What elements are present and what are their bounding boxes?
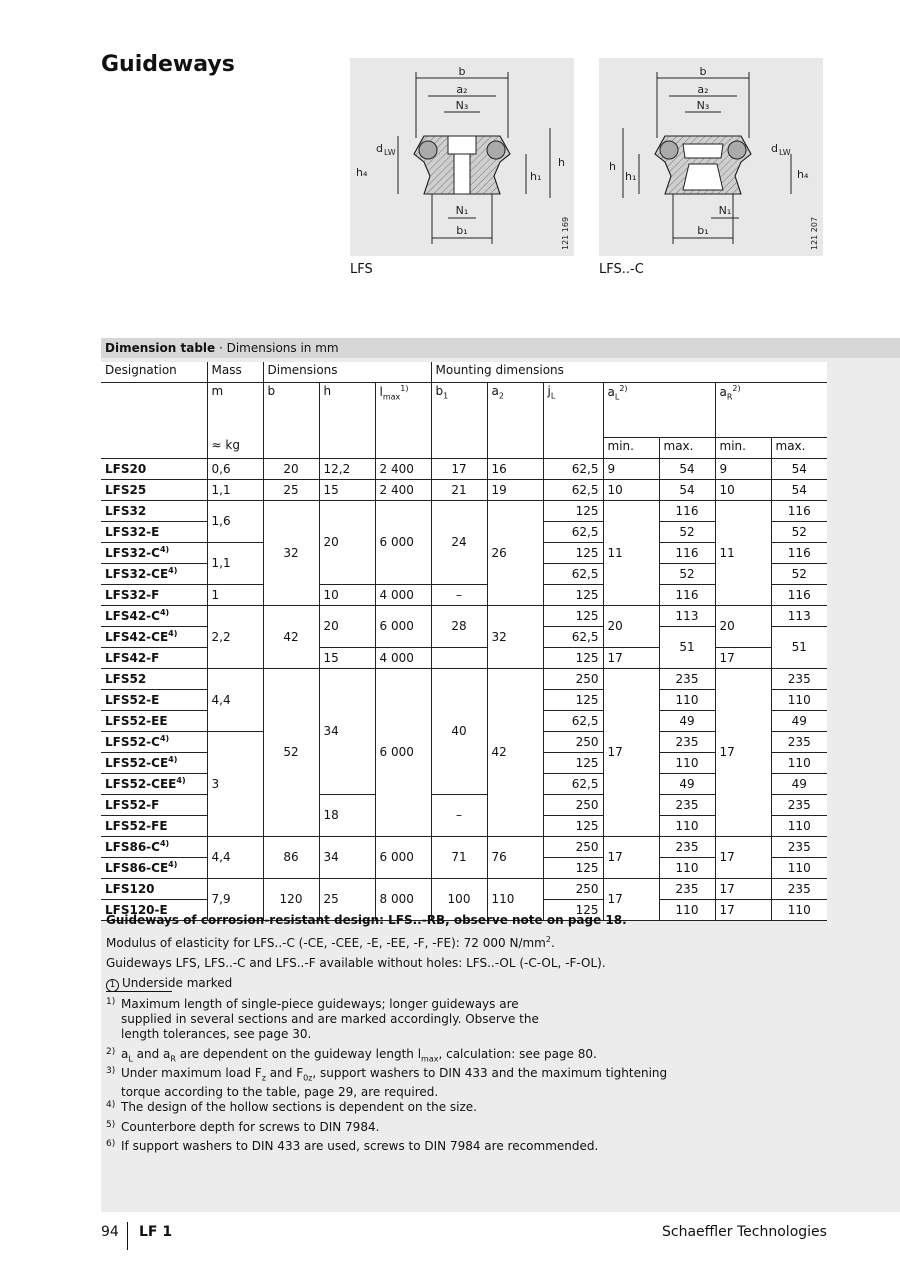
cell-almin: 17 [603, 878, 659, 920]
cell-jl: 250 [543, 878, 603, 899]
cell-armin: 17 [715, 836, 771, 878]
header-al-max: max. [659, 437, 715, 458]
lfs-c-cross-section-drawing [599, 58, 823, 256]
table-row [101, 668, 827, 689]
table-row [101, 458, 827, 479]
cell-b1: 21 [431, 479, 487, 500]
header-b: b [263, 383, 319, 438]
cell-l: 2 400 [375, 479, 431, 500]
cell-jl: 125 [543, 584, 603, 605]
cell-armax: 54 [771, 458, 827, 479]
cell-armax: 116 [771, 500, 827, 521]
cell-jl: 250 [543, 794, 603, 815]
notes [106, 910, 886, 993]
cell-jl: 250 [543, 731, 603, 752]
designation-cell: LFS86-CE$^{4)}$ [101, 857, 207, 878]
cell-armax: 113 [771, 605, 827, 626]
cell-b: 25 [263, 479, 319, 500]
cell-almax: 110 [659, 815, 715, 836]
cell-almax: 110 [659, 899, 715, 920]
cell-b: 52 [263, 668, 319, 836]
section-label: LF 1 [139, 1224, 173, 1240]
designation-cell: $LFS86-C^{4)}$ [101, 836, 207, 857]
header-kg: ≈ kg [207, 437, 263, 458]
cell-h: 10 [319, 584, 375, 605]
table-row [101, 836, 827, 857]
cell-armax: 110 [771, 815, 827, 836]
cell-almax: 49 [659, 773, 715, 794]
cell-almax: 113 [659, 605, 715, 626]
header-mass: Mass [207, 362, 263, 383]
cell-h: 12,2 [319, 458, 375, 479]
cell-b1: – [431, 584, 487, 605]
cell-almax: 110 [659, 689, 715, 710]
svg-text:LW: LW [384, 148, 396, 157]
designation-cell: LFS52-F [101, 794, 207, 815]
cell-jl: 125 [543, 647, 603, 668]
header-al: $a_L^{2)}$ [603, 383, 715, 438]
cell-h: 15 [319, 479, 375, 500]
cell-jl: 62,5 [543, 479, 603, 500]
cell-jl: 62,5 [543, 773, 603, 794]
cell-jl: 125 [543, 752, 603, 773]
cell-m: 1,6 [207, 500, 263, 542]
cell-m: 7,9 [207, 878, 263, 920]
cell-l: 4 000 [375, 647, 431, 668]
cell-h: 20 [319, 500, 375, 584]
designation-cell: LFS20 [101, 458, 207, 479]
cell-b: 120 [263, 878, 319, 920]
cell-almin: 11 [603, 500, 659, 605]
note-without-holes: Guideways LFS, LFS..-C and LFS..-F available without holes: LFS..-OL (-C-OL, -F-OL). [106, 956, 606, 970]
header-designation: Designation [101, 362, 207, 383]
cell-almax: 116 [659, 500, 715, 521]
cell-almin: 17 [603, 836, 659, 878]
cell-armax: 49 [771, 710, 827, 731]
cell-almax: 54 [659, 458, 715, 479]
page-title: Guideways [101, 52, 235, 77]
cell-b1: 100 [431, 878, 487, 920]
svg-text:N₁: N₁ [718, 204, 732, 217]
header-h: h [319, 383, 375, 438]
cell-jl: 125 [543, 857, 603, 878]
note-modulus: Modulus of elasticity for LFS..-C (-CE, -CEE, -E, -EE, -F, -FE): 72 000 $N/mm^2$. [106, 935, 555, 950]
designation-cell: $LFS52-C^{4)}$ [101, 731, 207, 752]
figure-code: 121 207 [810, 216, 819, 250]
cell-l: 4 000 [375, 584, 431, 605]
svg-text:h: h [558, 156, 565, 169]
cell-m: 1 [207, 584, 263, 605]
cell-a2: 26 [487, 500, 543, 605]
cell-armin: 9 [715, 458, 771, 479]
header-dimensions: Dimensions [263, 362, 431, 383]
table-row [101, 500, 827, 521]
cell-m: 1,1 [207, 542, 263, 584]
cell-b1: 24 [431, 500, 487, 584]
cell-h: 15 [319, 647, 375, 668]
designation-cell: LFS42-F [101, 647, 207, 668]
cell-b: 42 [263, 605, 319, 668]
svg-text:b: b [458, 65, 466, 78]
svg-text:h₄: h₄ [797, 168, 809, 181]
designation-cell: LFS52-CEE$^{4)}$ [101, 773, 207, 794]
table-subtitle: · Dimensions in mm [215, 341, 339, 355]
svg-text:N₁: N₁ [455, 204, 469, 217]
designation-cell: LFS32 [101, 500, 207, 521]
cell-jl: 62,5 [543, 521, 603, 542]
cell-h: 34 [319, 668, 375, 794]
designation-cell: LFS52-EE [101, 710, 207, 731]
designation-cell: LFS52-CE$^{4)}$ [101, 752, 207, 773]
cell-b: 20 [263, 458, 319, 479]
svg-text:N₃: N₃ [455, 99, 469, 112]
cell-almax: 235 [659, 878, 715, 899]
footnote-separator [106, 991, 172, 992]
cell-almax: 49 [659, 710, 715, 731]
cell-almin: 10 [603, 479, 659, 500]
svg-text:a₂: a₂ [697, 83, 709, 96]
svg-text:N₃: N₃ [696, 99, 710, 112]
cell-almax: 52 [659, 563, 715, 584]
cell-almax: 110 [659, 752, 715, 773]
header-a2: $a_2$ [487, 383, 543, 438]
designation-cell: LFS52-E [101, 689, 207, 710]
cell-armin: 17 [715, 899, 771, 920]
cell-jl: 62,5 [543, 563, 603, 584]
figure-caption-lfs: LFS [350, 262, 373, 277]
cell-armax: 51 [771, 626, 827, 668]
cell-jl: 125 [543, 689, 603, 710]
header-ar: $a_R^{2)}$ [715, 383, 827, 438]
designation-cell: LFS120 [101, 878, 207, 899]
header-ar-min: min. [715, 437, 771, 458]
note-corrosion: Guideways of corrosion-resistant design: LFS..-RB, observe note on page 18. [106, 913, 627, 927]
cell-l: 6 000 [375, 668, 431, 836]
cell-jl: 125 [543, 542, 603, 563]
cell-almin: 20 [603, 605, 659, 647]
cell-b1: 17 [431, 458, 487, 479]
cell-m: 1,1 [207, 479, 263, 500]
cell-armin: 17 [715, 878, 771, 899]
cell-b1 [431, 647, 487, 668]
cell-a2: 76 [487, 836, 543, 878]
header-b1: $b_1$ [431, 383, 487, 438]
header-m: m [207, 383, 263, 438]
cell-m: 3 [207, 731, 263, 836]
table-title-bar [101, 338, 900, 358]
cell-armin: 11 [715, 500, 771, 605]
cell-l: 6 000 [375, 605, 431, 647]
designation-cell: LFS32-F [101, 584, 207, 605]
cell-armax: 52 [771, 521, 827, 542]
cell-jl: 62,5 [543, 626, 603, 647]
cell-a2: 32 [487, 605, 543, 668]
cell-almax: 52 [659, 521, 715, 542]
cell-h: 25 [319, 878, 375, 920]
header-ar-max: max. [771, 437, 827, 458]
svg-text:LW: LW [779, 148, 791, 157]
footer-divider [127, 1222, 128, 1250]
cell-armax: 110 [771, 752, 827, 773]
cell-b1: – [431, 794, 487, 836]
dimension-table [101, 362, 827, 921]
svg-text:b₁: b₁ [697, 224, 709, 237]
cell-almin: 17 [603, 647, 659, 668]
designation-cell: LFS32-CE$^{4)}$ [101, 563, 207, 584]
cell-armax: 235 [771, 836, 827, 857]
designation-cell: $LFS42-C^{4)}$ [101, 605, 207, 626]
page-number: 94 [101, 1224, 119, 1240]
cell-h: 20 [319, 605, 375, 647]
cell-almax: 116 [659, 584, 715, 605]
cell-armin: 17 [715, 668, 771, 836]
cell-armax: 116 [771, 542, 827, 563]
cell-b1: 40 [431, 668, 487, 794]
cell-jl: 125 [543, 500, 603, 521]
cell-a2: 42 [487, 668, 543, 836]
cell-m: 4,4 [207, 836, 263, 878]
svg-text:b: b [699, 65, 707, 78]
svg-text:h: h [609, 160, 616, 173]
table-row [101, 479, 827, 500]
designation-cell: LFS32-E [101, 521, 207, 542]
cell-almin: 17 [603, 668, 659, 836]
cell-almax: 235 [659, 731, 715, 752]
cell-almax: 51 [659, 626, 715, 668]
cell-almax: 235 [659, 836, 715, 857]
header-jl: $j_L$ [543, 383, 603, 438]
cell-jl: 125 [543, 899, 603, 920]
designation-cell: LFS52-FE [101, 815, 207, 836]
header-mounting: Mounting dimensions [431, 362, 827, 383]
cell-h: 34 [319, 836, 375, 878]
cell-a2: 110 [487, 878, 543, 920]
designation-cell: LFS52 [101, 668, 207, 689]
cell-armax: 110 [771, 899, 827, 920]
cell-armax: 110 [771, 857, 827, 878]
svg-text:h₁: h₁ [625, 170, 637, 183]
table-row [101, 605, 827, 626]
svg-text:d: d [771, 142, 778, 155]
cell-almax: 235 [659, 794, 715, 815]
cell-a2: 16 [487, 458, 543, 479]
cell-jl: 62,5 [543, 458, 603, 479]
cell-armax: 235 [771, 668, 827, 689]
svg-text:a₂: a₂ [456, 83, 468, 96]
designation-cell: LFS42-CE$^{4)}$ [101, 626, 207, 647]
cell-jl: 62,5 [543, 710, 603, 731]
cell-h: 18 [319, 794, 375, 836]
cell-a2: 19 [487, 479, 543, 500]
cell-armax: 110 [771, 689, 827, 710]
circled-number-icon: 1 [106, 979, 119, 992]
cell-b: 86 [263, 836, 319, 878]
header-al-min: min. [603, 437, 659, 458]
cell-l: 8 000 [375, 878, 431, 920]
cell-armin: 20 [715, 605, 771, 647]
cell-armax: 116 [771, 584, 827, 605]
cell-l: 6 000 [375, 500, 431, 584]
cell-armax: 235 [771, 731, 827, 752]
table-row [101, 878, 827, 899]
cell-almax: 110 [659, 857, 715, 878]
designation-cell: LFS25 [101, 479, 207, 500]
company-name: Schaeffler Technologies [662, 1224, 827, 1240]
cell-armax: 235 [771, 794, 827, 815]
header-lmax: $l_{max}^{1)}$ [375, 383, 431, 438]
cell-m: 4,4 [207, 668, 263, 731]
figure-caption-lfs-c: LFS..-C [599, 262, 644, 277]
cell-almin: 9 [603, 458, 659, 479]
svg-text:h₁: h₁ [530, 170, 542, 183]
cell-m: 0,6 [207, 458, 263, 479]
table-title: Dimension table [105, 341, 216, 355]
cell-b: 32 [263, 500, 319, 605]
cell-jl: 250 [543, 668, 603, 689]
cell-almax: 116 [659, 542, 715, 563]
cell-armin: 17 [715, 647, 771, 668]
cell-armax: 54 [771, 479, 827, 500]
note-underside: 1 Underside marked [106, 973, 886, 993]
cell-m: 2,2 [207, 605, 263, 668]
cell-armax: 49 [771, 773, 827, 794]
svg-text:h₄: h₄ [356, 166, 368, 179]
designation-cell: LFS120-E [101, 899, 207, 920]
figure-lfs [350, 58, 574, 256]
cell-jl: 250 [543, 836, 603, 857]
cell-armin: 10 [715, 479, 771, 500]
table-body [101, 458, 827, 920]
cell-jl: 125 [543, 815, 603, 836]
cell-l: 2 400 [375, 458, 431, 479]
svg-text:d: d [376, 142, 383, 155]
cell-b1: 28 [431, 605, 487, 647]
designation-cell: $LFS32-C^{4)}$ [101, 542, 207, 563]
figure-lfs-c [599, 58, 823, 256]
cell-armax: 52 [771, 563, 827, 584]
cell-almax: 235 [659, 668, 715, 689]
lfs-cross-section-drawing [350, 58, 574, 256]
cell-armax: 235 [771, 878, 827, 899]
svg-text:b₁: b₁ [456, 224, 468, 237]
figure-code: 121 169 [561, 216, 570, 250]
cell-l: 6 000 [375, 836, 431, 878]
cell-b1: 71 [431, 836, 487, 878]
cell-almax: 54 [659, 479, 715, 500]
cell-jl: 125 [543, 605, 603, 626]
